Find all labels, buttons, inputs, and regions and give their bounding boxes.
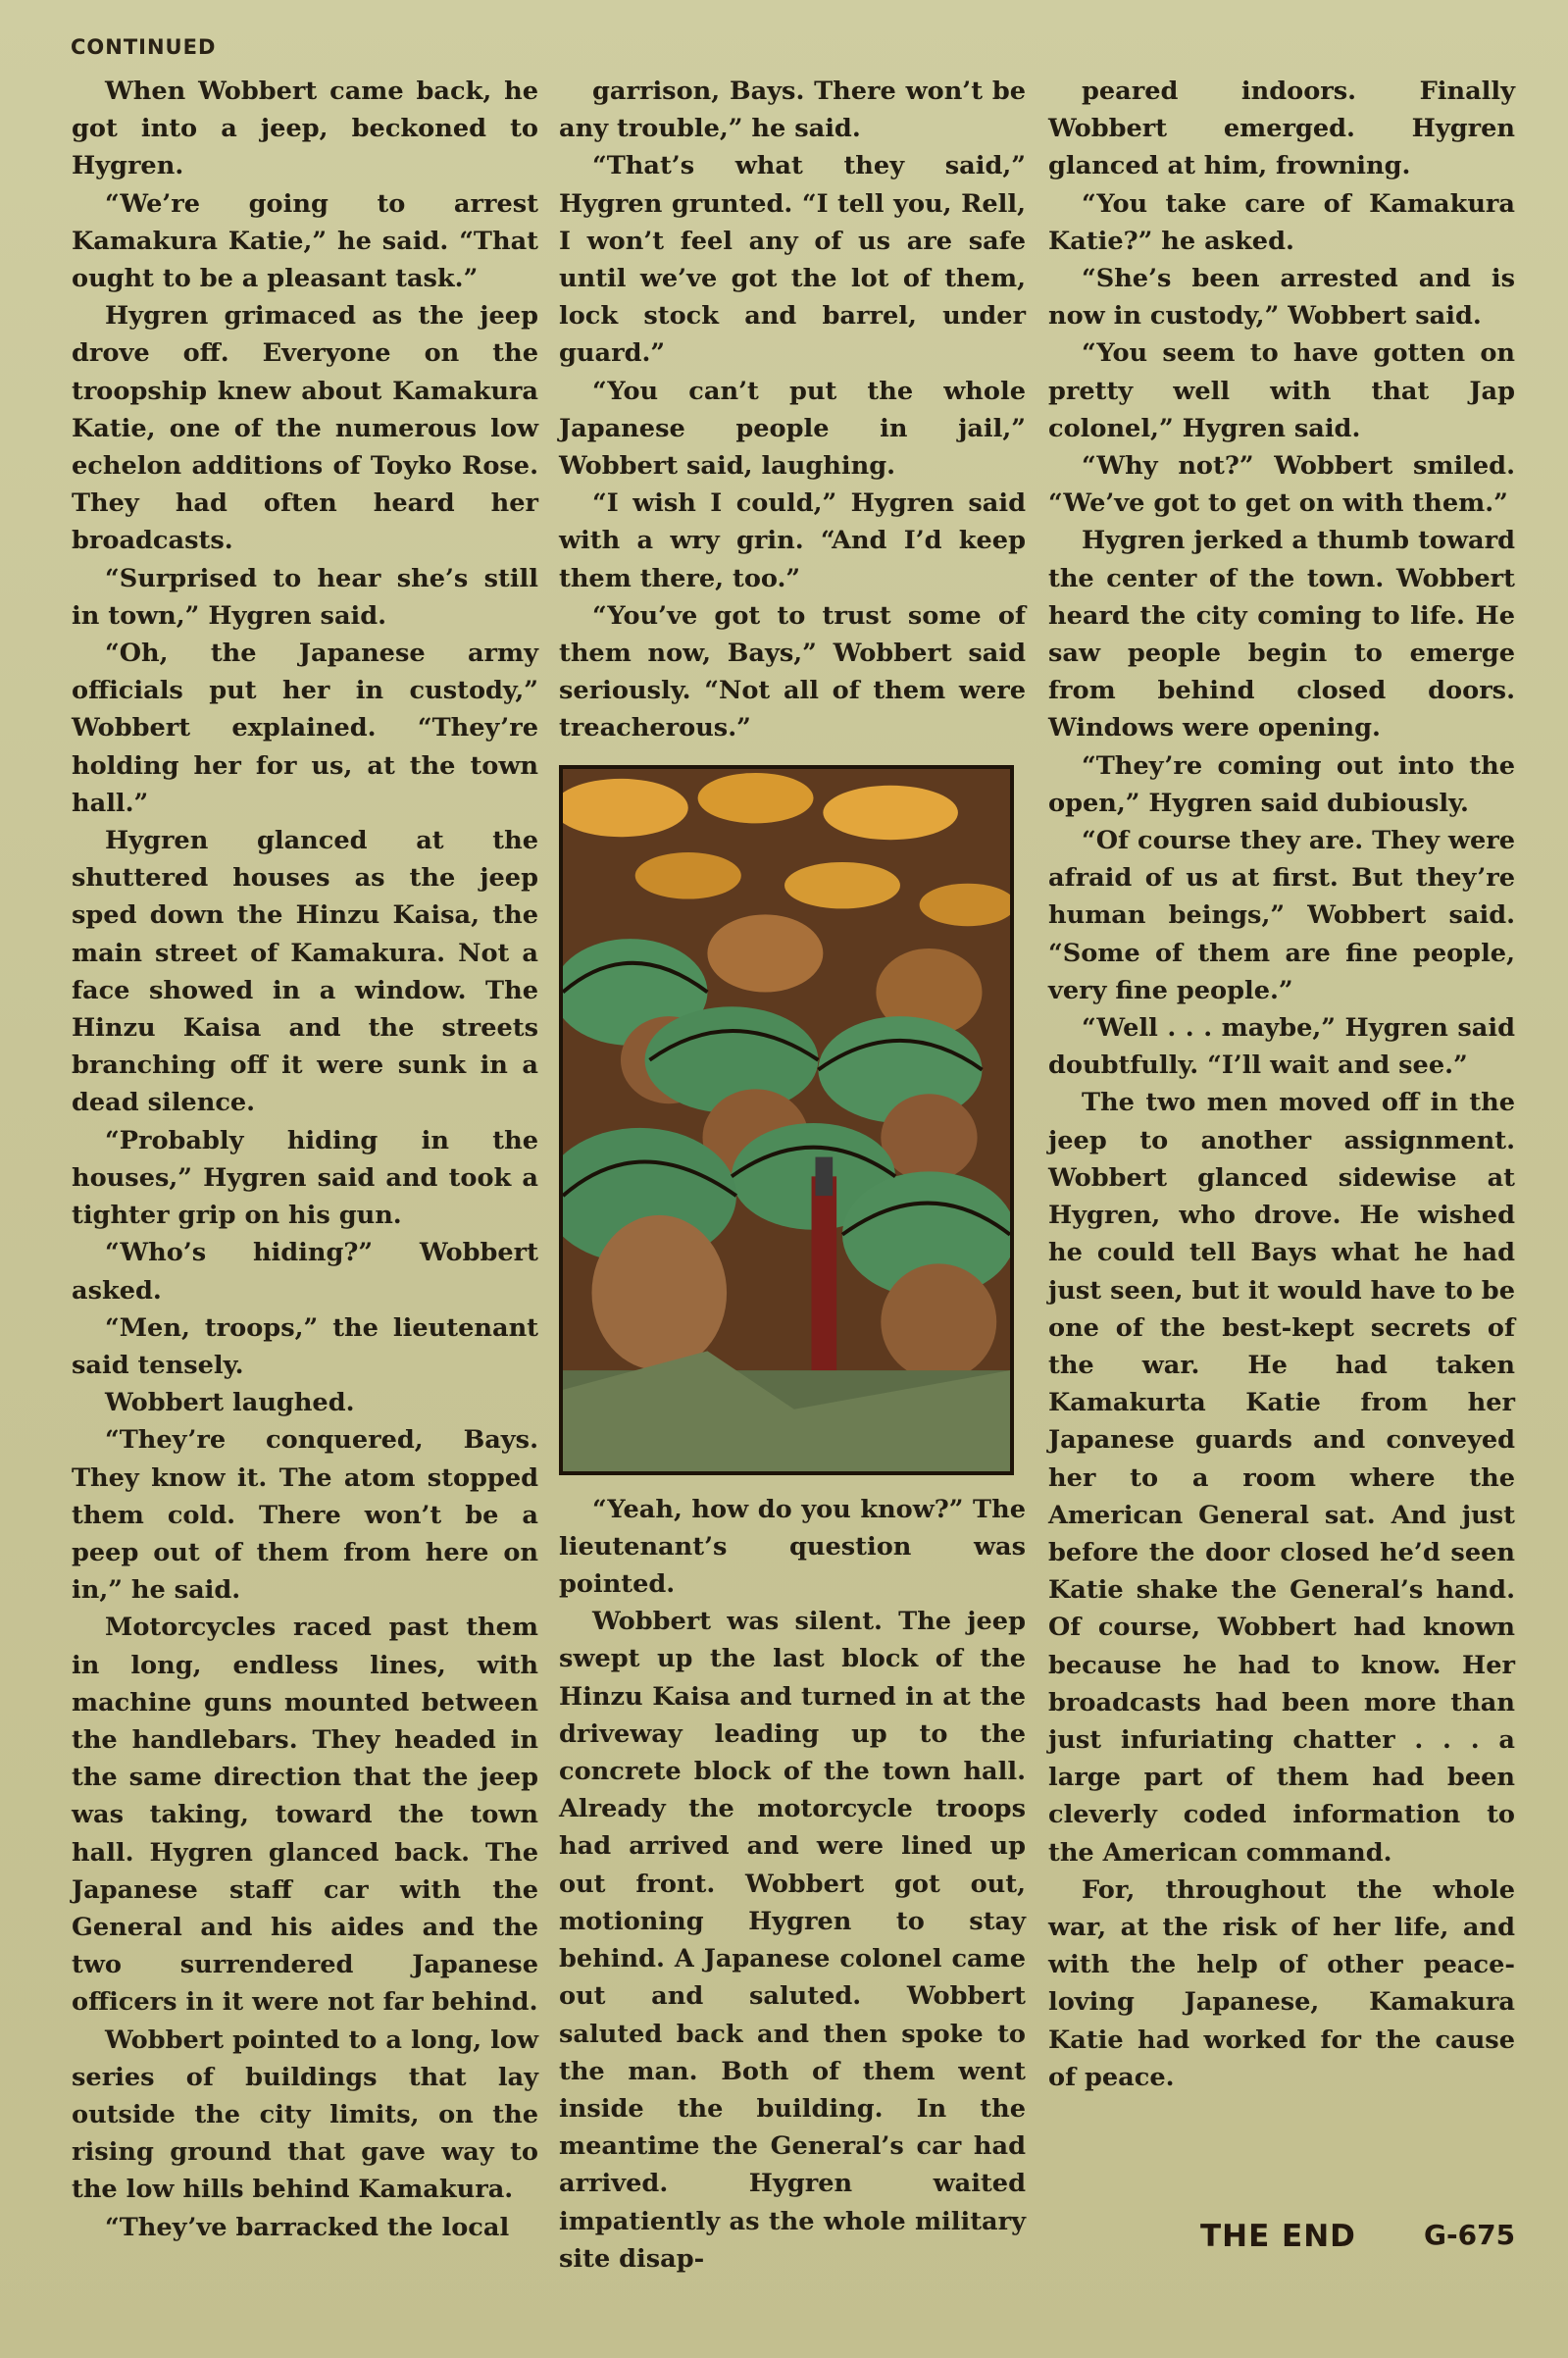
paragraph: garrison, Bays. There won’t be any trouble,” he said. <box>559 77 1026 144</box>
the-end-label: THE END <box>1200 2219 1356 2254</box>
paragraph: Motorcycles raced past them in long, endless lines, with machine guns mounted between the handlebars. They headed in the same direction that the jeep was taking, toward the town hall. Hygren glanced back. The Japanese staff car with the General and his aides and the two surrendered Japanese officers in it were not far behind. <box>72 1613 538 2018</box>
paragraph: “They’re coming out into the open,” Hygren said dubiously. <box>1048 750 1515 818</box>
continued-label: CONTINUED <box>71 35 217 59</box>
paragraph: “That’s what they said,” Hygren grunted. “I tell you, Rell, I won’t feel any of us are safe until we’ve got the lot of them, lock stock and barrel, under guard.” <box>559 151 1026 369</box>
paragraph: “You can’t put the whole Japanese people in jail,” Wobbert said, laughing. <box>559 376 1026 482</box>
column-2 <box>559 73 1026 2278</box>
column-3 <box>1048 73 1515 2096</box>
paragraph: Wobbert was silent. The jeep swept up the last block of the Hinzu Kaisa and turned in at the driveway leading up to the concrete block of the town hall. Already the motorcycle troops had arrived and were lined up out front. Wobbert got out, motioning Hygren to stay behind. A Japanese colonel came out and saluted. Wobbert saluted back and then spoke to the man. Both of them went inside the building. In the meantime the General’s car had arrived. Hygren waited impatiently as the whole military site disap- <box>559 1607 1026 2274</box>
paragraph: peared indoors. Finally Wobbert emerged. Hygren glanced at him, frowning. <box>1048 77 1515 181</box>
paragraph: “Why not?” Wobbert smiled. “We’ve got to get on with them.” <box>1048 451 1515 519</box>
paragraph: “You take care of Kamakura Katie?” he asked. <box>1048 188 1515 256</box>
paragraph: “Surprised to hear she’s still in town,” Hygren said. <box>72 563 538 631</box>
paragraph: When Wobbert came back, he got into a jeep, beckoned to Hygren. <box>72 77 538 181</box>
soldiers-illustration <box>563 769 1010 1471</box>
paragraph: For, throughout the whole war, at the risk of her life, and with the help of other peace-loving Japanese, Kamakura Katie had worked for the cause of peace. <box>1048 1874 1515 2092</box>
page-code: G-675 <box>1424 2219 1516 2251</box>
paragraph: “They’re conquered, Bays. They know it. The atom stopped them cold. There won’t be a peep out of them from here on in,” he said. <box>72 1425 538 1606</box>
paragraph: “Oh, the Japanese army officials put her in custody,” Wobbert explained. “They’re holding her for us, at the town hall.” <box>72 639 538 818</box>
paragraph: “They’ve barracked the local <box>105 2212 510 2242</box>
paragraph: The two men moved off in the jeep to another assignment. Wobbert glanced sidewise at Hygren, who drove. He wished he could tell Bays what he had just seen, but it would have to be one of the best-kept secrets of the war. He had taken Kamakurta Katie from her Japanese guards and conveyed her to a room where the American General sat. And just before the door closed he’d seen Katie shake the General’s hand. Of course, Wobbert had known because he had to know. Her broadcasts had been more than just infuriating chatter . . . a large part of them had been cleverly coded information to the American command. <box>1048 1088 1515 1868</box>
paragraph: “You’ve got to trust some of them now, Bays,” Wobbert said seriously. “Not all of them were treacherous.” <box>559 600 1026 743</box>
paragraph: “Of course they are. They were afraid of us at first. But they’re human beings,” Wobbert said. “Some of them are fine people, very fine people.” <box>1048 826 1515 1005</box>
paragraph: “Yeah, how do you know?” The lieutenant’s question was pointed. <box>559 1494 1026 1600</box>
paragraph: “I wish I could,” Hygren said with a wry grin. “And I’d keep them there, too.” <box>559 488 1026 593</box>
paragraph: “You seem to have gotten on pretty well with that Jap colonel,” Hygren said. <box>1048 338 1515 443</box>
illustration-panel <box>559 765 1014 1475</box>
column-1 <box>72 73 538 2246</box>
paragraph: Wobbert laughed. <box>105 1388 355 1418</box>
paragraph: “She’s been arrested and is now in custody,” Wobbert said. <box>1048 264 1515 332</box>
paragraph: Hygren grimaced as the jeep drove off. Everyone on the troopship knew about Kamakura Katie, one of the numerous low echelon additions of Toyko Rose. They had often heard her broadcasts. <box>72 301 538 556</box>
paragraph: “Well . . . maybe,” Hygren said doubtfully. “I’ll wait and see.” <box>1048 1013 1515 1081</box>
paragraph: “Who’s hiding?” Wobbert asked. <box>72 1238 538 1306</box>
paragraph: Wobbert pointed to a long, low series of buildings that lay outside the city limits, on the rising ground that gave way to the low hills behind Kamakura. <box>72 2025 538 2205</box>
paragraph: Hygren jerked a thumb toward the center of the town. Wobbert heard the city coming to life. He saw people begin to emerge from behind closed doors. Windows were opening. <box>1048 526 1515 743</box>
paragraph: Hygren glanced at the shuttered houses as the jeep sped down the Hinzu Kaisa, the main street of Kamakura. Not a face showed in a window. The Hinzu Kaisa and the streets branching off it were sunk in a dead silence. <box>72 826 538 1118</box>
paragraph: “We’re going to arrest Kamakura Katie,” he said. “That ought to be a pleasant task.” <box>72 188 538 294</box>
paragraph: “Men, troops,” the lieutenant said tensely. <box>72 1312 538 1380</box>
paragraph: “Probably hiding in the houses,” Hygren said and took a tighter grip on his gun. <box>72 1125 538 1231</box>
